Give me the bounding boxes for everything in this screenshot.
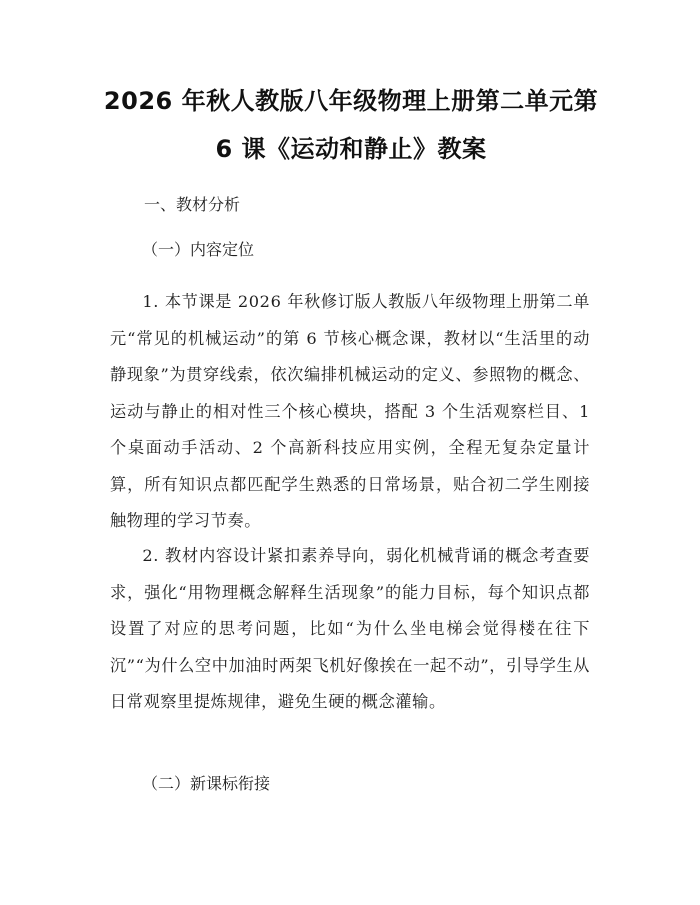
paragraph-2: 2. 教材内容设计紧扣素养导向，弱化机械背诵的概念考查要求，强化“用物理概念解释生活现象”的能力目标，每个知识点都设置了对应的思考问题，比如“为什么坐电梯会觉得楼在往下沉”“为什么空中加油时两架飞机好像挨在一起不动”，引导学生从日常观察里提炼规律，避免生硬的概念灌输。 — [110, 546, 590, 711]
document-title-line-1: 2026 年秋人教版八年级物理上册第二单元第 — [103, 87, 599, 115]
document-title-line-2: 6 课《运动和静止》教案 — [215, 135, 487, 163]
subsection-heading-content-positioning: （一）内容定位 — [142, 240, 255, 259]
subsection-heading-new-curriculum-link: （二）新课标衔接 — [142, 774, 271, 793]
section-heading-teaching-material-analysis: 一、教材分析 — [144, 195, 241, 214]
paragraph-1: 1. 本节课是 2026 年秋修订版人教版八年级物理上册第二单元“常见的机械运动”的第 6 节核心概念课，教材以“生活里的动静现象”为贯穿线索，依次编排机械运动的定义、参照物的概念、运动与静止的相对性三个核心模块，搭配 3 个生活观察栏目、1 个桌面动手活动、2 个高新科技应用实例，全程无复杂定量计算，所有知识点都匹配学生熟悉的日常场景，贴合初二学生刚接触物理的学习节奏。 — [110, 292, 590, 530]
